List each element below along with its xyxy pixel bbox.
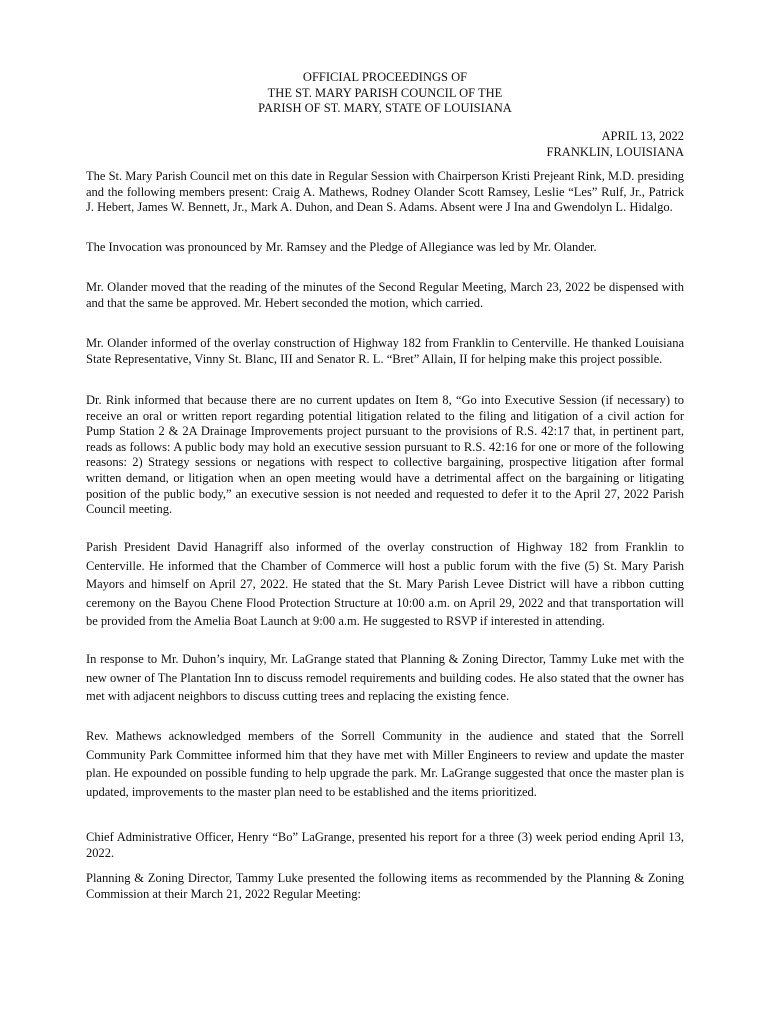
paragraph-cao-report: Chief Administrative Officer, Henry “Bo” LaGrange, presented his report for a three (3) week period ending April 13, 2022. — [86, 830, 684, 860]
paragraph-executive-session: Dr. Rink informed that because there are no current updates on Item 8, “Go into Executive Session (if necessary) to receive an oral or written report regarding potential litigation related to the filing and litigation of a civil action for Pump Station 2 & 2A Drainage Improvements project pursuant to the provisions of R.S. 42:17 that, in pertinent part, reads as follows: A public body may hold an executive session pursuant to R.S. 42:16 for one or more of the following reasons: 2) Strategy sessions or negations with respect to collective bargaining, prospective litigation after formal written demand, or litigation when an open meeting would have a detrimental affect on the bargaining or litigating position of the public body,” an executive session is not needed and requested to defer it to the April 27, 2022 Parish Council meeting. — [86, 393, 684, 517]
paragraph-attendance: The St. Mary Parish Council met on this date in Regular Session with Chairperson Kristi Prejeant Rink, M.D. presiding and the following members present: Craig A. Mathews, Rodney Olander Scott Ramsey, Leslie “Les” Rulf, Jr., Patrick J. Hebert, James W. Bennett, Jr., Mark A. Duhon, and Dean S. Adams. Absent were J Ina and Gwendolyn L. Hidalgo. — [86, 169, 684, 215]
header-line-2: THE ST. MARY PARISH COUNCIL OF THE — [267, 85, 503, 100]
paragraph-plantation-inn: In response to Mr. Duhon’s inquiry, Mr. LaGrange stated that Planning & Zoning Director, Tammy Luke met with the new owner of The Plantation Inn to discuss remodel requirements and building codes. He also stated that the owner has met with adjacent neighbors to discuss cutting trees and replacing the existing fence. — [86, 652, 684, 704]
document-header — [86, 70, 684, 117]
paragraph-planning-zoning: Planning & Zoning Director, Tammy Luke presented the following items as recommended by the Planning & Zoning Commission at their March 21, 2022 Regular Meeting: — [86, 871, 684, 901]
paragraph-minutes-approval: Mr. Olander moved that the reading of the minutes of the Second Regular Meeting, March 23, 2022 be dispensed with and that the same be approved. Mr. Hebert seconded the motion, which carried. — [86, 280, 684, 310]
meeting-date-location — [547, 129, 685, 160]
header-line-3: PARISH OF ST. MARY, STATE OF LOUISIANA — [258, 101, 512, 115]
paragraph-invocation: The Invocation was pronounced by Mr. Ramsey and the Pledge of Allegiance was led by Mr. Olander. — [86, 240, 597, 254]
header-line-1: OFFICIAL PROCEEDINGS OF — [302, 70, 468, 84]
paragraph-president-report: Parish President David Hanagriff also informed of the overlay construction of Highway 182 from Franklin to Centerville. He informed that the Chamber of Commerce will host a public forum with the five (5) St. Mary Parish Mayors and himself on April 27, 2022. He stated that the St. Mary Parish Levee District will have a ribbon cutting ceremony on the Bayou Chene Flood Protection Structure at 10:00 a.m. on April 29, 2022 and that transportation will be provided from the Amelia Boat Launch at 9:00 a.m. He suggested to RSVP if interested in attending. — [86, 540, 684, 629]
meeting-date: APRIL 13, 2022 — [601, 129, 684, 143]
paragraph-sorrell-park: Rev. Mathews acknowledged members of the Sorrell Community in the audience and stated that the Sorrell Community Park Committee informed him that they have met with Miller Engineers to review and update the master plan. He expounded on possible funding to help upgrade the park. Mr. LaGrange suggested that once the master plan is updated, improvements to the master plan need to be established and the items prioritized. — [86, 729, 684, 799]
paragraph-highway-overlay: Mr. Olander informed of the overlay construction of Highway 182 from Franklin to Centerville. He thanked Louisiana State Representative, Vinny St. Blanc, III and Senator R. L. “Bret” Allain, II for helping make this project possible. — [86, 336, 684, 366]
meeting-location: FRANKLIN, LOUISIANA — [546, 144, 684, 159]
